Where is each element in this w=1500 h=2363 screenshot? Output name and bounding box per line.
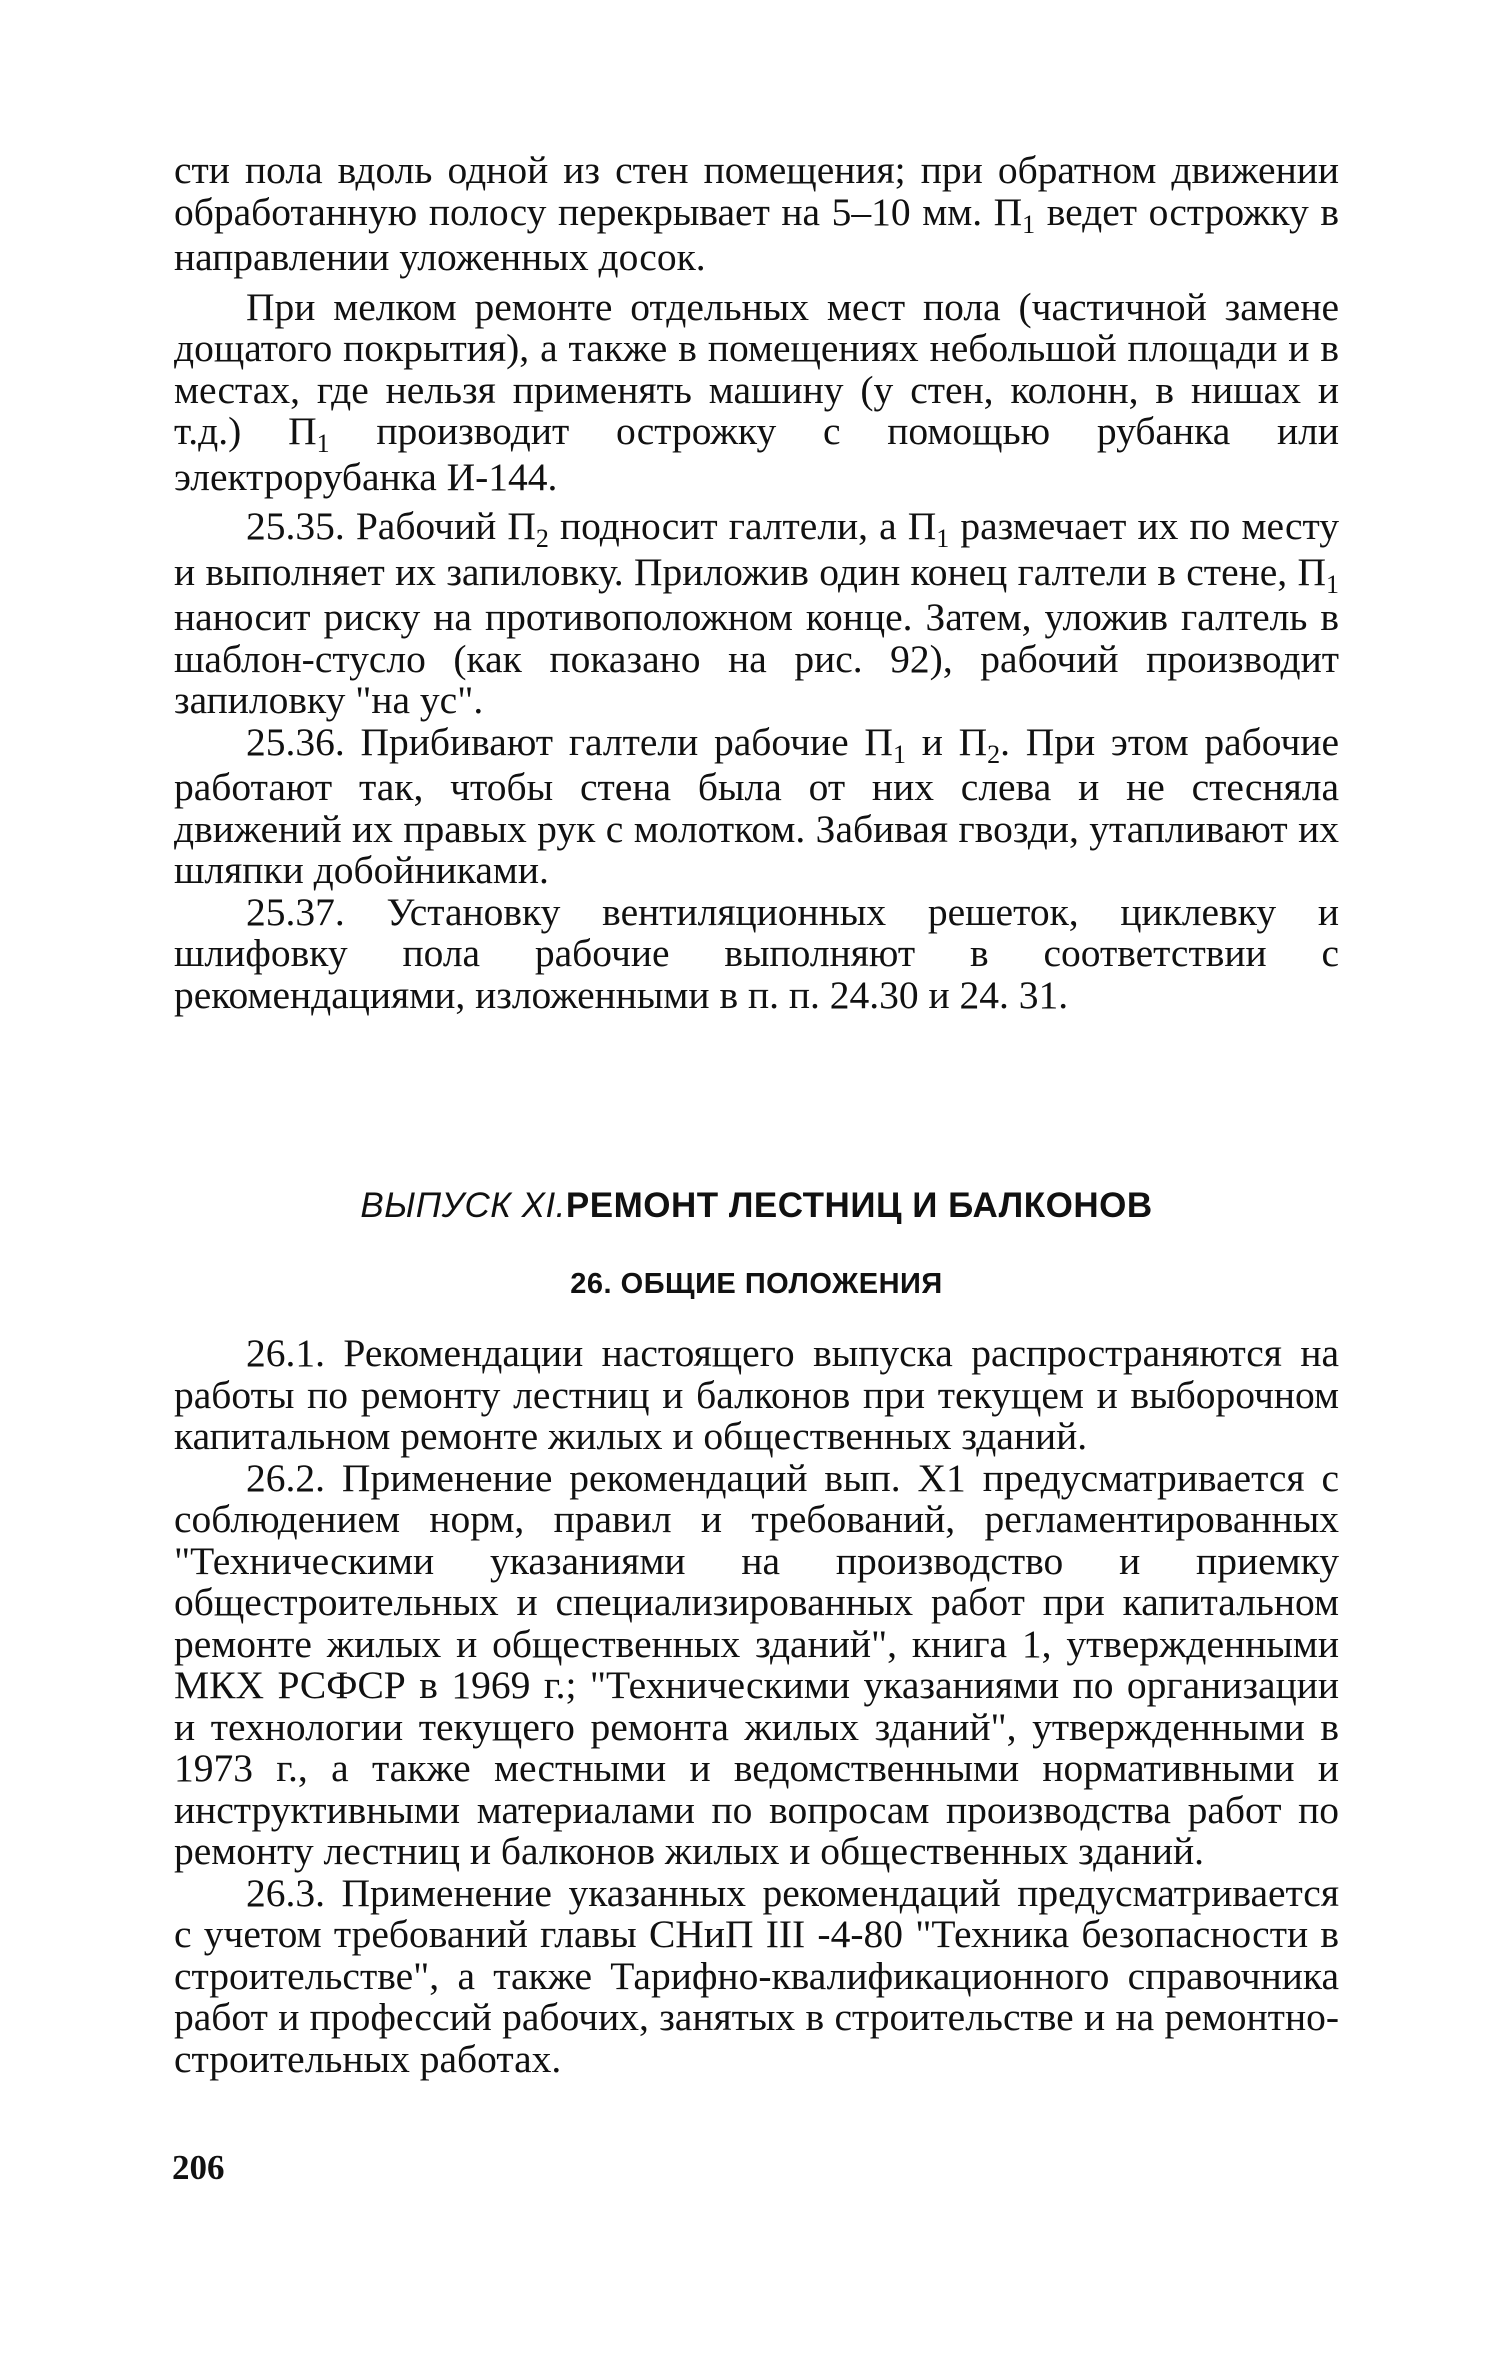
paragraph-small-repair: При мелком ремонте отдельных мест пола (частичной замене дощатого покрытия), а также в помещениях небольшой площади и в местах, где нельзя применять машину (у стен, колонн, в нишах и т.д.) $П_1$ производит острожку с помощью рубанка или электрорубанка И-144. xyxy=(174,284,1339,499)
issue-heading: ВЫПУСК XI.РЕМОНТ ЛЕСТНИЦ И БАЛКОНОВ xyxy=(360,1186,1153,1225)
paragraph-25-35: 25.35. Рабочий $П_2$ подносит галтели, а $П_1$ размечает их по месту и выполняет их запиловку. Приложив один конец галтели в стене, $П_1$ наносит риску на противоположном конце. Затем, уложив галтель в шаблон-стусло (как показано на рис. 92), рабочий производит запиловку "на ус". xyxy=(174,504,1339,722)
text-column xyxy=(174,150,1339,2080)
clause-number: 26.1. xyxy=(246,1331,325,1375)
clause-number: 26.2. xyxy=(246,1455,325,1500)
paragraph-25-37: 25.37. Установку вентиляционных решеток, циклевку и шлифовку пола рабочие выполняют в соответствии с рекомендациями, изложенными в п. п. 24.30 и 24. 31. xyxy=(174,889,1339,1017)
clause-number: 25.37. xyxy=(246,889,345,934)
paragraph-continuation: сти пола вдоль одной из стен помещения; при обратном движении обработанную полосу перекрывает на 5–10 мм. $П_1$ ведет острожку в направлении уложенных досок. xyxy=(174,148,1340,279)
paragraph-26-2: 26.2. Применение рекомендаций вып. X1 предусматривается с соблюдением норм, правил и требований, регламентированных "Техническими указаниями на производство и приемку общестроительных и специализированных работ при капитальном ремонте жилых и общественных зданий", книга 1, утвержденными МКХ РСФСР в 1969 г.; "Техническими указаниями по организации и технологии текущего ремонта жилых зданий", утвержденными в 1973 г., а также местными и ведомственными нормативными и инструктивными материалами по вопросам производства работ по ремонту лестниц и балконов жилых и общественных зданий. xyxy=(174,1455,1339,1873)
section-heading: 26. ОБЩИЕ ПОЛОЖЕНИЯ xyxy=(570,1268,943,1300)
clause-number: 25.36. xyxy=(246,719,345,764)
paragraph-25-36: 25.36. Прибивают галтели рабочие $П_1$ и $П_2$. При этом рабочие работают так, чтобы стена была от них слева и не стесняла движений их правых рук с молотком. Забивая гвозди, утапливают их шляпки добойниками. xyxy=(174,719,1339,892)
clause-number: 26.3. xyxy=(246,1870,325,1915)
clause-number: 25.35. xyxy=(246,504,345,548)
paragraph-26-1: 26.1. Рекомендации настоящего выпуска распространяются на работы по ремонту лестниц и балконов при текущем и выборочном капитальном ремонте жилых и общественных зданий. xyxy=(174,1331,1339,1458)
page-number: 206 xyxy=(172,2148,225,2187)
paragraph-26-3: 26.3. Применение указанных рекомендаций предусматривается с учетом требований главы СНиП III -4-80 "Техника безопасности в строительстве", а также Тарифно-квалификационного справочника работ и профессий рабочих, занятых в строительстве и на ремонтно-строительных работах. xyxy=(174,1870,1339,2081)
